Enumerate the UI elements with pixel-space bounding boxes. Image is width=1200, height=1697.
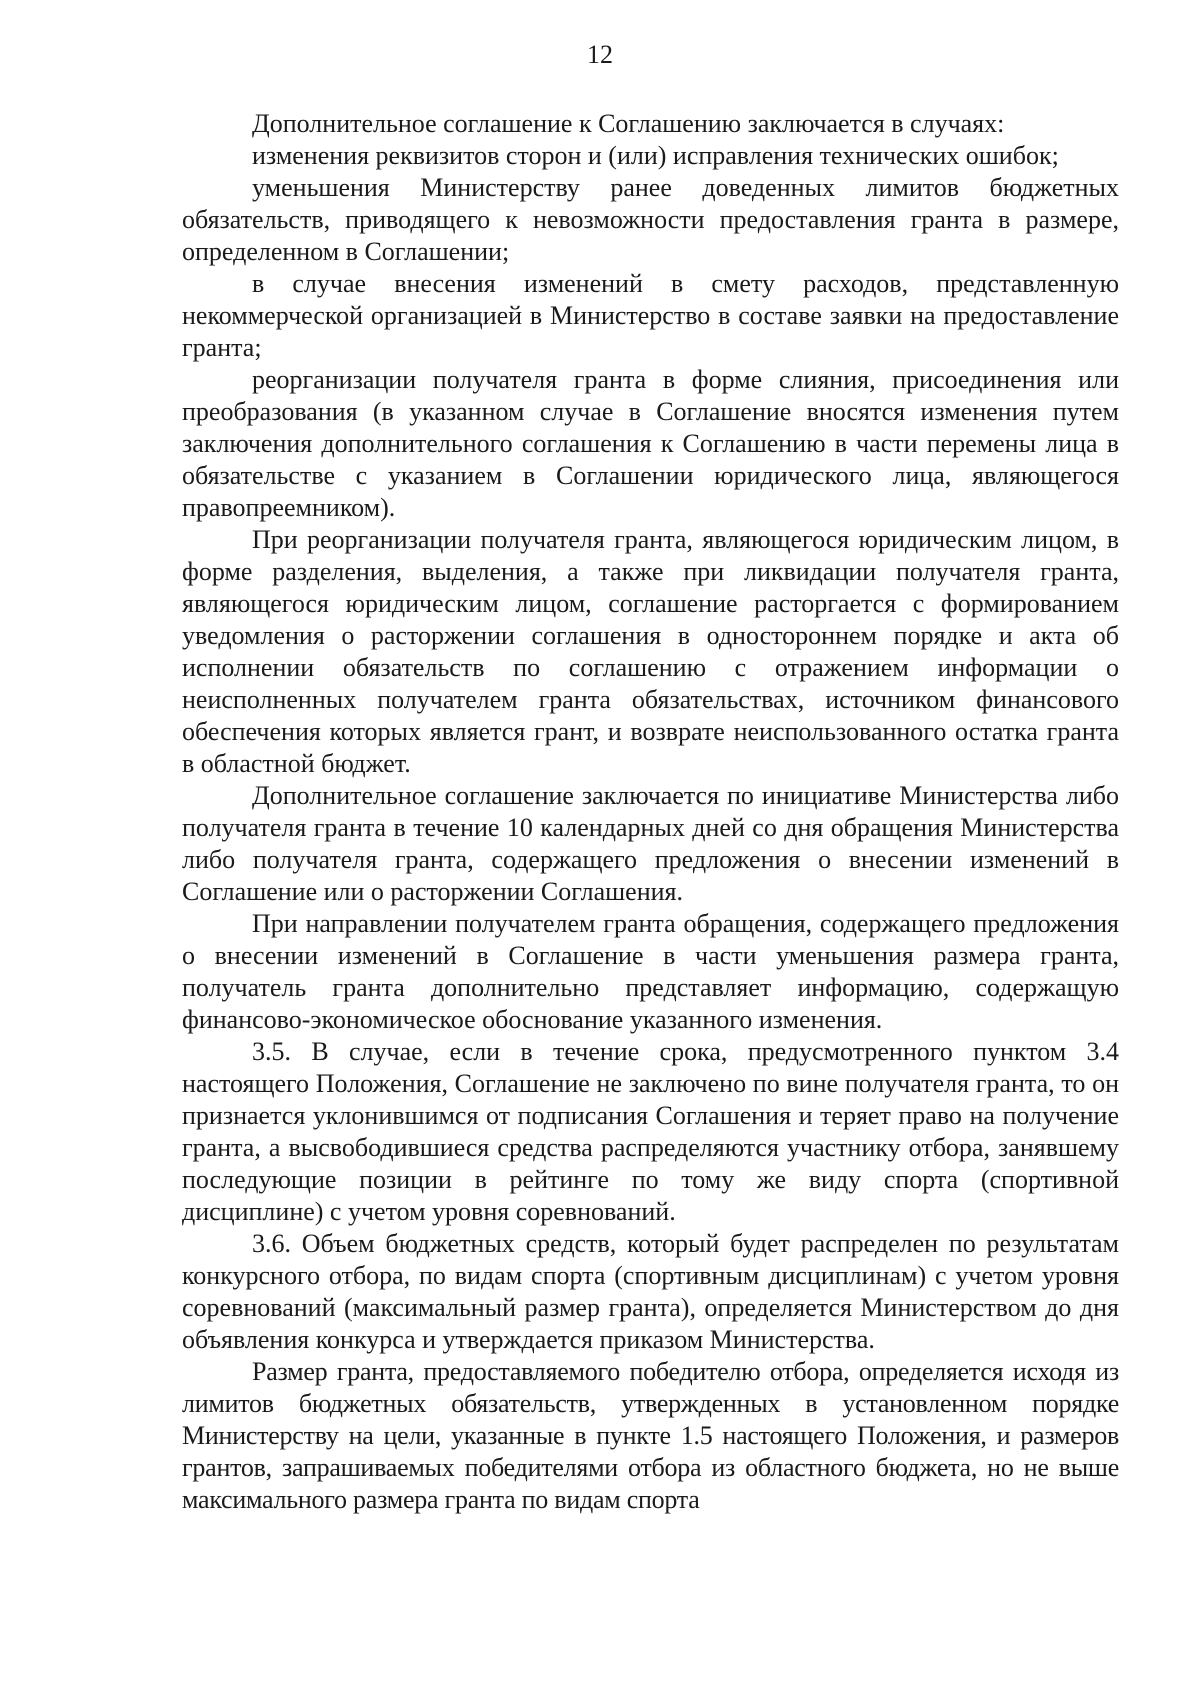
paragraph-initiative: Дополнительное соглашение заключается по инициативе Министерства либо получателя гранта в течение 10 календарных дней со дня обращения Министерства либо получателя гранта, содержащего предложения о внесении изменений в Соглашение или о расторжении Соглашения. — [182, 781, 1119, 906]
paragraph-requisites: изменения реквизитов сторон и (или) исправления технических ошибок; — [252, 141, 1059, 170]
paragraph-intro: Дополнительное соглашение к Соглашению заключается в случаях: — [252, 109, 1005, 138]
paragraph-reorganization: реорганизации получателя гранта в форме слияния, присоединения или преобразования (в указанном случае в Соглашение вносятся изменения путем заключения дополнительного соглашения к Соглашению в части перемены лица в обязательстве с указанием в Соглашении юридического лица, являющегося правопреемником). — [182, 365, 1119, 522]
page-number: 12 — [587, 40, 613, 69]
document-body — [182, 108, 1119, 1516]
paragraph-3-5: 3.5. В случае, если в течение срока, предусмотренного пунктом 3.4 настоящего Положения, Соглашение не заключено по вине получателя гранта, то он признается уклонившимся от подписания Соглашения и теряет право на получение гранта, а высвободившиеся средства распределяются участнику отбора, занявшему последующие позиции в рейтинге по тому же виду спорта (спортивной дисциплине) с учетом уровня соревнований. — [182, 1037, 1119, 1226]
paragraph-3-6: 3.6. Объем бюджетных средств, который будет распределен по результатам конкурсного отбора, по видам спорта (спортивным дисциплинам) с учетом уровня соревнований (максимальный размер гранта), определяется Министерством до дня объявления конкурса и утверждается приказом Министерства. — [182, 1229, 1119, 1354]
paragraph-liquidation: При реорганизации получателя гранта, являющегося юридическим лицом, в форме разделения, выделения, а также при ликвидации получателя гранта, являющегося юридическим лицом, соглашение расторгается с формированием уведомления о расторжении соглашения в одностороннем порядке и акта об исполнении обязательств по соглашению с отражением информации о неисполненных получателем гранта обязательствах, источником финансового обеспечения которых является грант, и возврате неиспользованного остатка гранта в областной бюджет. — [182, 525, 1119, 778]
paragraph-budget-changes: в случае внесения изменений в смету расходов, представленную некоммерческой организацией в Министерство в составе заявки на предоставление гранта; — [182, 269, 1119, 362]
paragraph-limits-reduction: уменьшения Министерству ранее доведенных лимитов бюджетных обязательств, приводящего к невозможности предоставления гранта в размере, определенном в Соглашении; — [182, 173, 1119, 266]
paragraph-grant-size: Размер гранта, предоставляемого победителю отбора, определяется исходя из лимитов бюджетных обязательств, утвержденных в установленном порядке Министерству на цели, указанные в пункте 1.5 настоящего Положения, и размеров грантов, запрашиваемых победителями отбора из областного бюджета, но не выше максимального размера гранта по видам спорта — [182, 1357, 1119, 1514]
paragraph-grant-reduction: При направлении получателем гранта обращения, содержащего предложения о внесении изменений в Соглашение в части уменьшения размера гранта, получатель гранта дополнительно представляет информацию, содержащую финансово-экономическое обоснование указанного изменения. — [182, 909, 1119, 1034]
